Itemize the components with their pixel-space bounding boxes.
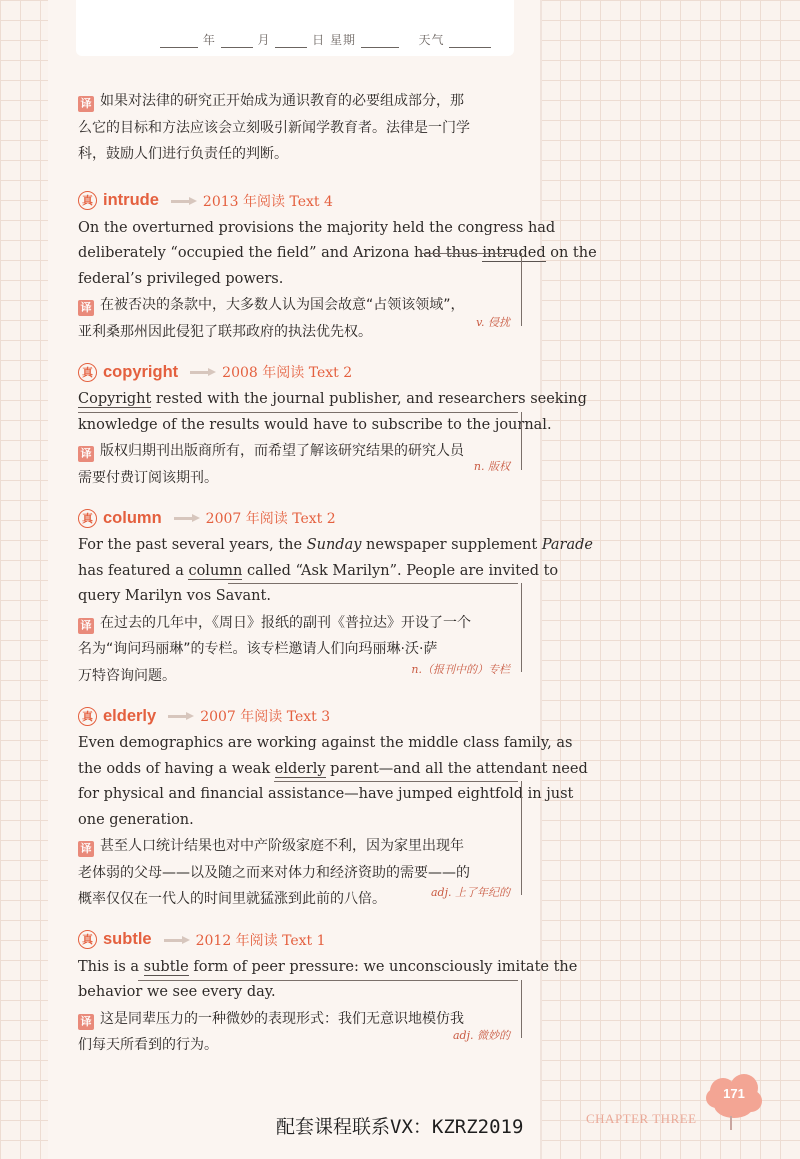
dateline <box>160 31 491 48</box>
highlighted-word: column <box>188 562 243 579</box>
weekday-label: 星期 <box>330 33 357 47</box>
page-number: 171 <box>723 1086 745 1101</box>
exam-source: 2007 年阅读 Text 3 <box>200 709 331 725</box>
highlighted-word: subtle <box>143 958 189 975</box>
vocab-entry-subtle <box>78 925 578 1059</box>
example-line: deliberately “occupied the field” and Arizona had thus intruded on the <box>78 245 597 261</box>
highlighted-word: elderly <box>274 760 326 777</box>
day-label: 日 <box>312 33 326 47</box>
example-line: Copyright rested with the journal publisher, and researchers seeking <box>78 391 587 407</box>
page-number-badge <box>706 1072 762 1122</box>
translation-line: 这是同辈压力的一种微妙的表现形式：我们无意识地模仿我 <box>100 1010 464 1027</box>
headword: copyright <box>103 362 179 381</box>
weather-blank <box>449 35 491 48</box>
exam-marker: 真 <box>78 509 97 528</box>
translation-line: 在被否决的条款中，大多数人认为国会故意“占领该领域”， <box>100 297 465 313</box>
example-line: For the past several years, the Sunday newspaper supplement Parade <box>78 537 594 553</box>
example-line: behavior we see every day. <box>78 984 276 1000</box>
connector-line <box>521 583 522 672</box>
translation-line: 概率仅仅在一代人的时间里就猛涨到此前的八倍。 <box>78 891 386 907</box>
exam-source: 2012 年阅读 Text 1 <box>195 932 326 949</box>
vocab-entry-intrude <box>78 186 597 346</box>
intro-line: 如果对法律的研究正开始成为通识教育的必要组成部分，那 <box>100 93 464 109</box>
connector-line <box>521 412 522 470</box>
footer-note: 配套课程联系VX：KZRZ2019 <box>276 1116 524 1138</box>
month-label: 月 <box>257 33 271 47</box>
definition-label: n. 版权 <box>473 460 510 473</box>
example-line: federal’s privileged powers. <box>78 270 284 287</box>
translation-line: 版权归期刊出版商所有，而希望了解该研究结果的研究人员 <box>100 443 464 459</box>
exam-source: 2008 年阅读 Text 2 <box>222 365 353 381</box>
chapter-label: CHAPTER THREE <box>586 1111 697 1126</box>
vocab-entry-copyright <box>78 357 587 491</box>
headword: column <box>103 508 162 527</box>
intro-translation <box>78 88 518 168</box>
example-line: knowledge of the results would have to subscribe to the journal. <box>78 416 552 433</box>
translation-line: 们每天所看到的行为。 <box>78 1037 218 1053</box>
weekday-blank <box>361 35 399 48</box>
exam-marker: 真 <box>78 191 97 210</box>
headword: subtle <box>103 930 152 948</box>
connector-line <box>274 781 518 782</box>
intro-line: 么它的目标和方法应该会立刻吸引新闻学教育者。法律是一门学 <box>78 119 470 136</box>
translation-marker: 译 <box>78 841 94 857</box>
year-blank <box>160 35 198 48</box>
badge-stem <box>730 1116 732 1130</box>
translation-marker: 译 <box>78 618 94 634</box>
arrow-icon <box>164 936 190 944</box>
intro-line: 科，鼓励人们进行负责任的判断。 <box>78 146 288 162</box>
example-line: one generation. <box>78 811 194 828</box>
example-line: Even demographics are working against the middle class family, as <box>78 735 573 751</box>
example-line: query Marilyn vos Savant. <box>78 588 271 604</box>
example-line: has featured a column called “Ask Marilyn”. People are invited to <box>78 562 559 579</box>
arrow-icon <box>171 197 197 205</box>
vocab-entry-elderly <box>78 701 588 913</box>
exam-marker: 真 <box>78 707 97 726</box>
example-line: the odds of having a weak elderly parent—and all the attendant need <box>78 760 588 777</box>
definition-label: adj. 微妙的 <box>452 1028 510 1042</box>
translation-line: 亚利桑那州因此侵犯了联邦政府的执法优先权。 <box>78 323 372 340</box>
translation-line: 在过去的几年中，《周日》报纸的副刊《普拉达》开设了一个 <box>100 614 471 631</box>
connector-line <box>78 412 518 413</box>
connector-line <box>422 253 518 254</box>
arrow-icon <box>168 712 194 720</box>
definition-label: v. 侵扰 <box>476 315 510 329</box>
highlighted-word: intruded <box>482 245 546 261</box>
exam-source: 2013 年阅读 Text 4 <box>202 193 333 210</box>
translation-line: 万特咨询问题。 <box>78 667 176 684</box>
definition-label: adj. 上了年纪的 <box>430 886 510 899</box>
translation-marker: 译 <box>78 300 94 316</box>
vocab-content <box>78 88 597 1059</box>
translation-line: 老体弱的父母——以及随之而来对体力和经济资助的需要——的 <box>78 864 470 881</box>
exam-marker: 真 <box>78 363 97 382</box>
translation-marker: 译 <box>78 1014 94 1030</box>
translation-line: 甚至人口统计结果也对中产阶级家庭不利，因为家里出现年 <box>100 838 464 854</box>
month-blank <box>221 35 253 48</box>
translation-marker: 译 <box>78 446 94 462</box>
translation-line: 名为“询问玛丽琳”的专栏。该专栏邀请人们向玛丽琳·沃·萨 <box>78 641 438 657</box>
connector-line <box>138 980 518 981</box>
exam-marker: 真 <box>78 930 97 949</box>
highlighted-word: Copyright <box>78 391 152 407</box>
arrow-icon <box>190 368 216 376</box>
definition-label: n.（报刊中的）专栏 <box>411 663 510 676</box>
exam-source: 2007 年阅读 Text 2 <box>205 511 336 527</box>
headword: intrude <box>103 191 159 209</box>
year-label: 年 <box>202 33 216 47</box>
translation-marker: 译 <box>78 96 94 112</box>
connector-line <box>521 980 522 1038</box>
weather-label: 天气 <box>418 33 445 47</box>
connector-line <box>521 781 522 895</box>
example-line: for physical and financial assistance—have jumped eightfold in just <box>78 786 574 802</box>
connector-line <box>521 253 522 326</box>
vocab-entry-column <box>78 503 594 689</box>
headword: elderly <box>103 706 157 725</box>
example-line: This is a subtle form of peer pressure: we unconsciously imitate the <box>78 958 578 975</box>
arrow-icon <box>174 514 200 522</box>
translation-line: 需要付费订阅该期刊。 <box>78 469 218 486</box>
example-line: On the overturned provisions the majority held the congress had <box>78 219 556 236</box>
connector-line <box>228 583 518 584</box>
day-blank <box>275 35 307 48</box>
